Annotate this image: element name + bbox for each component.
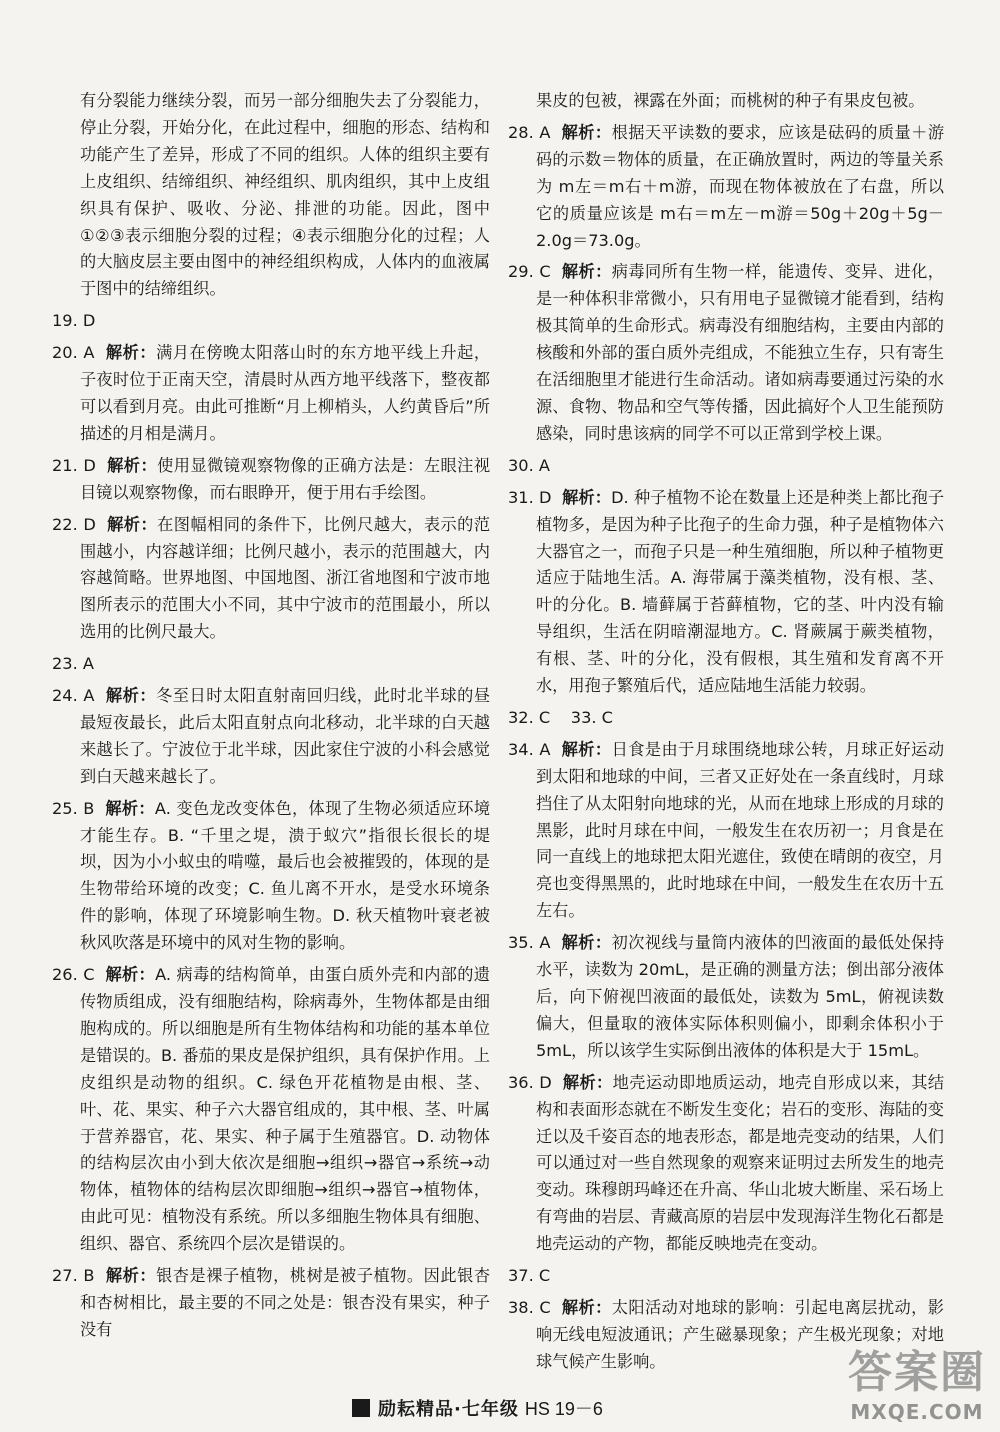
answer-36: 36. D 解析：地壳运动即地质运动，地壳自形成以来，其结构和表面形态就在不断发生变化；岩石的变形、海陆的变迁以及千姿百态的地表形态，都是地壳变动的结果，人们可以通过对一些自然现象的观察来证明过去所发生的地壳变动。珠穆朗玛峰还在升高、华山北坡大断崖、采石场上有弯曲的岩层、青藏高原的岩层中发现海洋生物化石都是地壳运动的产物，都能反映地壳在变动。 — [508, 1072, 945, 1254]
answer-32-33: 32. C 33. C — [508, 707, 613, 727]
answer-38: 38. C 解析：太阳活动对地球的影响：引起电离层扰动，影响无线电短波通讯；产生磁暴现象；产生极光现象；对地球气候产生影响。 — [508, 1297, 944, 1371]
answer-37: 37. C — [508, 1266, 551, 1286]
answer-31: 31. D 解析：D. 种子植物不论在数量上还是种类上都比孢子植物多，是因为种子比孢子的生命力强，种子是植物体六大器官之一，而孢子只是一种生殖细胞，所以种子植物更适应于陆地生活。A. 海带属于藻类植物，没有根、茎、叶的分化。B. 墙藓属于苔藓植物，它的茎、叶内没有输导组织，生活在阴暗潮湿地方。C. 肾蕨属于蕨类植物，有根、茎、叶的分化，没有假根，其生殖和发育离不开水，用孢子繁殖后代，适应陆地生活能力较弱。 — [508, 487, 945, 696]
left-column — [52, 88, 490, 1349]
footer-mark-icon — [352, 1399, 370, 1417]
answer-23: 23. A — [52, 654, 94, 674]
watermark-text: 答案圈 — [848, 1347, 986, 1398]
watermark-url: MXQE.COM — [850, 1400, 984, 1424]
footer-page-code: HS 19－6 — [524, 1399, 603, 1419]
answer-20: 20. A 解析：满月在傍晚太阳落山时的东方地平线上升起，子夜时位于正南天空，清晨时从西方地平线落下，整夜都可以看到月亮。由此可推断“月上柳梢头，人约黄昏后”所描述的月相是满月。 — [52, 343, 491, 443]
answer-28: 28. A 解析：根据天平读数的要求，应该是砝码的质量＋游码的示数＝物体的质量，在正确放置时，两边的等量关系为 m左＝m右＋m游，而现在物体被放在了右盘，所以它的质量应该是 m右＝m左－m游＝50g＋20g＋5g－2.0g＝73.0g。 — [508, 122, 945, 250]
footer-brand: 励耘精品·七年级 — [378, 1399, 519, 1420]
answer-19: 19. D — [52, 311, 96, 331]
page-footer — [352, 1393, 603, 1423]
answer-22: 22. D 解析：在图幅相同的条件下，比例尺越大，表示的范围越小，内容越详细；比例尺越小，表示的范围越大，内容越简略。世界地图、中国地图、浙江省地图和宁波市地图所表示的范围大小不同，其中宁波市的范围最小，所以选用的比例尺最大。 — [52, 514, 491, 642]
answer-27: 27. B 解析：银杏是裸子植物，桃树是被子植物。因此银杏和杏树相比，最主要的不同之处是：银杏没有果实，种子没有 — [52, 1266, 491, 1339]
q18-continuation: 有分裂能力继续分裂，而另一部分细胞失去了分裂能力，停止分裂，开始分化，在此过程中，细胞的形态、结构和功能产生了差异，形成了不同的组织。人体的组织主要有上皮组织、结缔组织、神经组织、肌肉组织，其中上皮组织具有保护、吸收、分泌、排泄的功能。因此，图中①②③表示细胞分裂的过程；④表示细胞分化的过程；人的大脑皮层主要由图中的神经组织构成，人体内的血液属于图中的结缔组织。 — [80, 91, 490, 299]
answer-21: 21. D 解析：使用显微镜观察物像的正确方法是：左眼注视目镜以观察物像，而右眼睁开，便于用右手绘图。 — [52, 455, 491, 502]
answer-29: 29. C 解析：病毒同所有生物一样，能遗传、变异、进化，是一种体积非常微小，只有用电子显微镜才能看到，结构极其简单的生命形式。病毒没有细胞结构，主要由内部的核酸和外部的蛋白质外壳组成，不能独立生存，只有寄生在活细胞里才能进行生命活动。诸如病毒要通过污染的水源、食物、物品和空气等传播，因此搞好个人卫生能预防感染，同时患该病的同学不可以正常到学校上课。 — [508, 262, 944, 443]
answer-34: 34. A 解析：日食是由于月球围绕地球公转，月球正好运动到太阳和地球的中间，三者又正好处在一条直线时，月球挡住了从太阳射向地球的光，从而在地球上形成的月球的黑影，此时月球在中间，一般发生在农历初一；月食是在同一直线上的地球把太阳光遮住，致使在晴朗的夜空，月亮也变得黑黑的，此时地球在中间，一般发生在农历十五左右。 — [508, 739, 945, 921]
answer-25: 25. B 解析：A. 变色龙改变体色，体现了生物必须适应环境才能生存。B. “千里之堤，溃于蚁穴”指很长很长的堤坝，因为小小蚁虫的啃噬，最后也会被摧毁的，体现的是生物带给环境的改变；C. 鱼儿离不开水，是受水环境条件的影响，体现了环境影响生物。D. 秋天植物叶衰老被秋风吹落是环境中的风对生物的影响。 — [52, 798, 491, 953]
watermark-logo — [848, 1336, 986, 1424]
q27-continuation: 果皮的包被，裸露在外面；而桃树的种子有果皮包被。 — [536, 91, 925, 110]
answer-26: 26. C 解析：A. 病毒的结构简单，由蛋白质外壳和内部的遗传物质组成，没有细胞结构，除病毒外，生物体都是由细胞构成的。所以细胞是所有生物体结构和功能的基本单位是错误的。B. 番茄的果皮是保护组织，具有保护作用。上皮组织是动物的组织。C. 绿色开花植物是由根、茎、叶、花、果实、种子六大器官组成的，其中根、茎、叶属于营养器官，花、果实、种子属于生殖器官。D. 动物体的结构层次由小到大依次是细胞→组织→器官→系统→动物体，植物体的结构层次即细胞→组织→器官→植物体，由此可见：植物没有系统。所以多细胞生物体具有细胞、组织、器官、系统四个层次是错误的。 — [52, 965, 490, 1254]
answer-30: 30. A — [508, 455, 550, 475]
answer-35: 35. A 解析：初次视线与量筒内液体的凹液面的最低处保持水平，读数为 20mL，是正确的测量方法；倒出部分液体后，向下俯视凹液面的最低处，读数为 5mL，俯视读数偏大，但量取的液体实际体积则偏小，即剩余体积小于 5mL，所以该学生实际倒出液体的体积是大于 15mL。 — [508, 933, 945, 1060]
answer-24: 24. A 解析：冬至日时太阳直射南回归线，此时北半球的昼最短夜最长，此后太阳直射点向北移动，北半球的白天越来越长了。宁波位于北半球，因此家住宁波的小科会感觉到白天越来越长了。 — [52, 686, 491, 786]
right-column — [508, 88, 944, 1381]
